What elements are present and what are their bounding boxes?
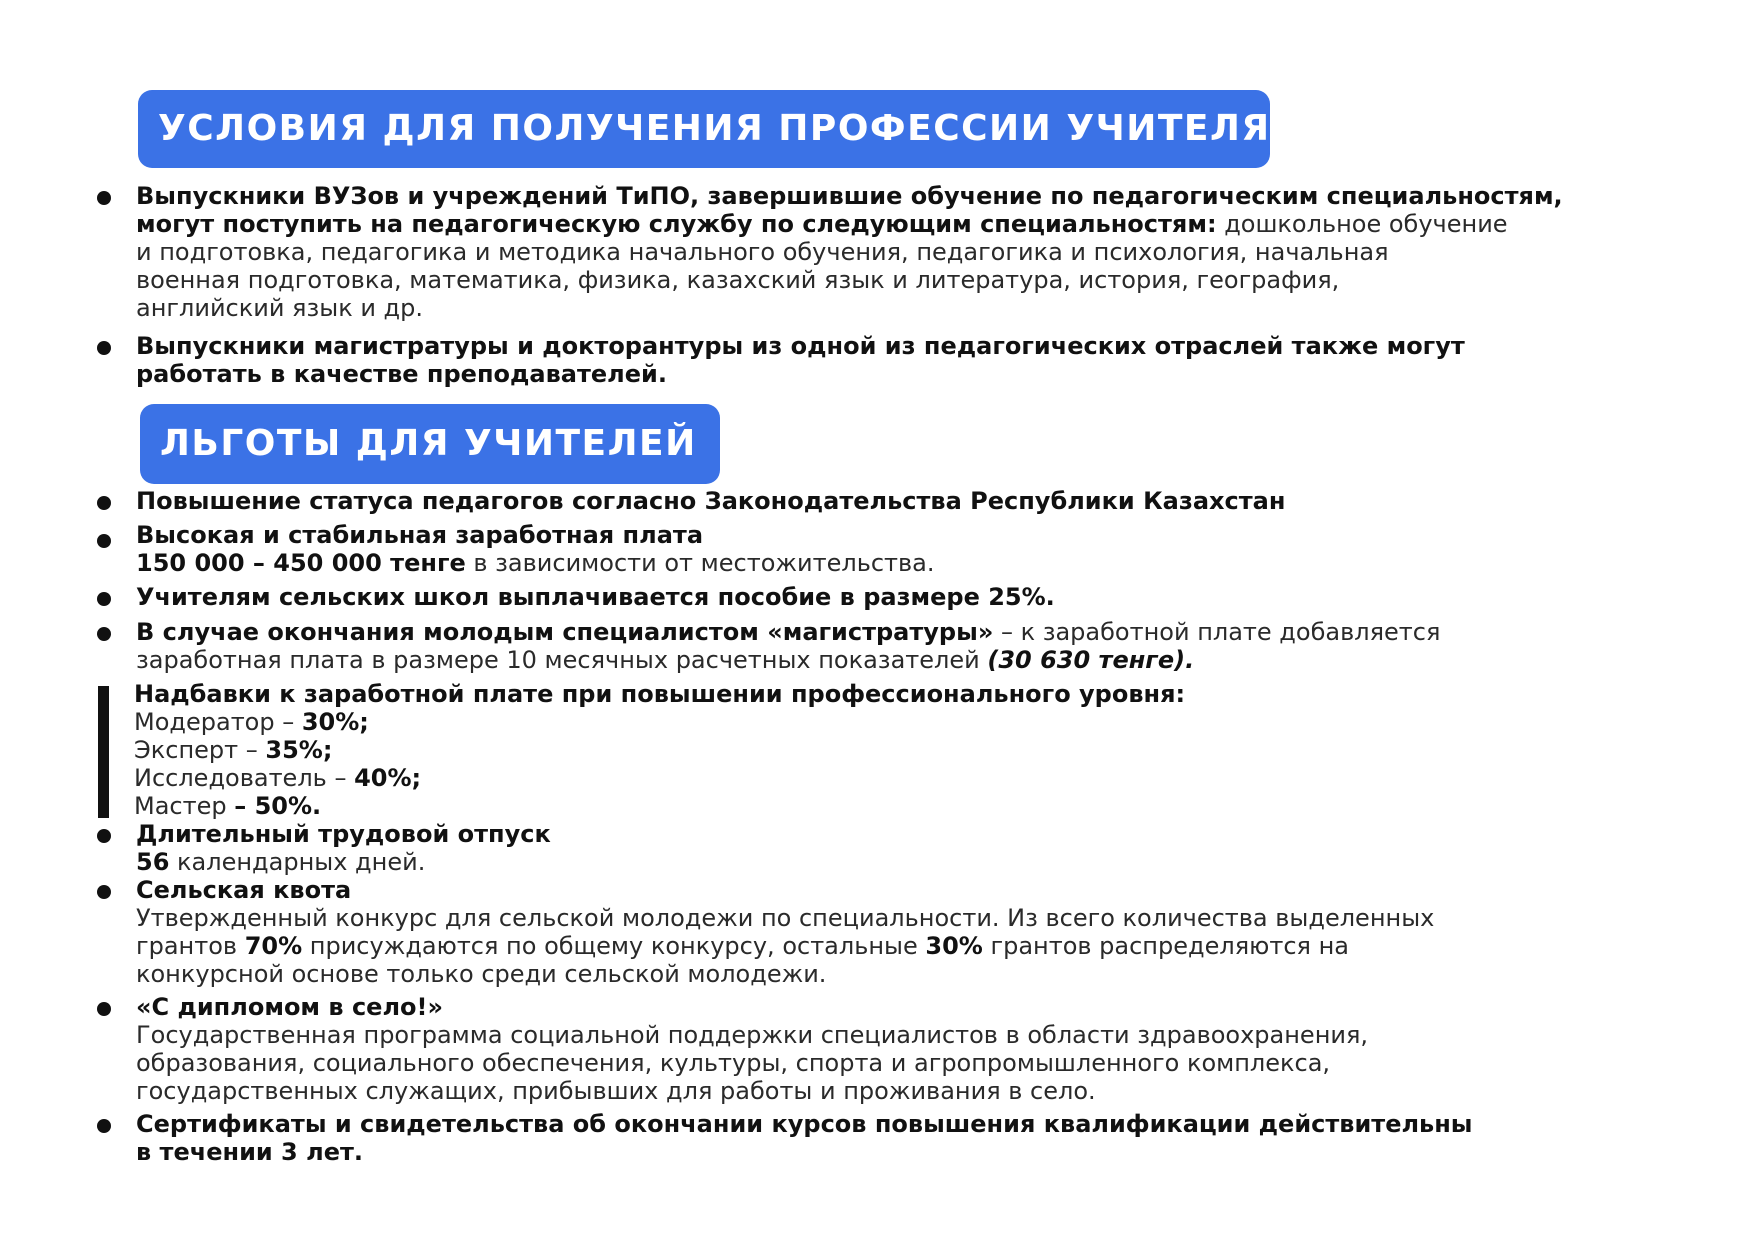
item-text: Учителям сельских школ выплачивается пособие в размере 25%. bbox=[136, 583, 1055, 611]
list-item-salary bbox=[136, 521, 1656, 577]
item-text: государственных служащих, прибывших для работы и проживания в село. bbox=[136, 1077, 1096, 1105]
list-item-rural-quota bbox=[136, 876, 1656, 988]
item-text-bold-italic: (30 630 тенге). bbox=[987, 646, 1195, 674]
item-text: Повышение статуса педагогов согласно Законодательства Республики Казахстан bbox=[136, 487, 1286, 515]
item-text: Сельская квота bbox=[136, 876, 352, 904]
bonus-level-name: Мастер bbox=[134, 792, 235, 820]
vertical-bar-marker bbox=[98, 686, 109, 818]
item-text: Длительный трудовой отпуск bbox=[136, 820, 551, 848]
bullet-icon bbox=[97, 1002, 111, 1016]
item-text-regular: календарных дней. bbox=[169, 848, 426, 876]
bullet-icon bbox=[97, 191, 111, 205]
item-text: Государственная программа социальной поддержки специалистов в области здравоохранения, bbox=[136, 1021, 1369, 1049]
list-item-status bbox=[136, 487, 1656, 515]
item-text-regular: дошкольное обучение bbox=[1216, 210, 1508, 238]
section-title-banner-benefits bbox=[140, 404, 720, 484]
item-text: конкурсной основе только среди сельской молодежи. bbox=[136, 960, 827, 988]
bullet-icon bbox=[97, 885, 111, 899]
list-item-graduates bbox=[136, 182, 1656, 322]
item-text-bold: могут поступить на педагогическую службу по следующим специальностям: bbox=[136, 210, 1217, 238]
item-text: военная подготовка, математика, физика, казахский язык и литература, история, география, bbox=[136, 266, 1340, 294]
item-text-regular: присуждаются по общему конкурсу, остальные bbox=[302, 932, 926, 960]
list-item-masters-doctorate bbox=[136, 332, 1656, 388]
bonus-level bbox=[134, 764, 1654, 792]
item-text: Сертификаты и свидетельства об окончании курсов повышения квалификации действительны bbox=[136, 1110, 1473, 1138]
item-text: английский язык и др. bbox=[136, 294, 424, 322]
list-item-certificates bbox=[136, 1110, 1656, 1166]
item-text: Утвержденный конкурс для сельской молодежи по специальности. Из всего количества выделенных bbox=[136, 904, 1435, 932]
bonus-level-value: 30%; bbox=[301, 708, 369, 736]
item-text: Выпускники магистратуры и докторантуры из одной из педагогических отраслей также могут bbox=[136, 332, 1465, 360]
bonus-level bbox=[134, 708, 1654, 736]
bonus-level-value: – 50%. bbox=[234, 792, 322, 820]
bonus-level-name: Модератор – bbox=[134, 708, 302, 736]
bullet-icon bbox=[97, 496, 111, 510]
salary-amount: 150 000 – 450 000 тенге bbox=[136, 549, 466, 577]
quota-percent: 70% bbox=[244, 932, 303, 960]
bullet-icon bbox=[97, 1119, 111, 1133]
item-text: Надбавки к заработной плате при повышении профессионального уровня: bbox=[134, 680, 1186, 708]
bonus-level-name: Эксперт – bbox=[134, 736, 266, 764]
item-text: работать в качестве преподавателей. bbox=[136, 360, 667, 388]
item-text-regular: грантов распределяются на bbox=[982, 932, 1349, 960]
list-item-diploma-program bbox=[136, 993, 1656, 1105]
section-title-conditions: УСЛОВИЯ ДЛЯ ПОЛУЧЕНИЯ ПРОФЕССИИ УЧИТЕЛЯ bbox=[158, 108, 1271, 149]
list-item-vacation bbox=[136, 820, 1656, 876]
item-text: образования, социального обеспечения, культуры, спорта и агропромышленного комплекса, bbox=[136, 1049, 1331, 1077]
list-item-masters-bonus bbox=[136, 618, 1656, 674]
section-title-banner-conditions bbox=[138, 90, 1270, 168]
bullet-icon bbox=[97, 627, 111, 641]
item-text-regular: грантов bbox=[136, 932, 245, 960]
section-title-benefits: ЛЬГОТЫ ДЛЯ УЧИТЕЛЕЙ bbox=[160, 423, 697, 464]
list-item-bonuses bbox=[134, 680, 1654, 820]
quota-percent: 30% bbox=[925, 932, 983, 960]
item-text-regular: в зависимости от местожительства. bbox=[465, 549, 935, 577]
bonus-level-value: 35%; bbox=[265, 736, 333, 764]
bullet-icon bbox=[97, 592, 111, 606]
item-text: Высокая и стабильная заработная плата bbox=[136, 521, 704, 549]
bullet-icon bbox=[97, 341, 111, 355]
bonus-level-value: 40%; bbox=[354, 764, 422, 792]
item-text-regular: заработная плата в размере 10 месячных расчетных показателей bbox=[136, 646, 988, 674]
vacation-days: 56 bbox=[136, 848, 170, 876]
item-text: «С дипломом в село!» bbox=[136, 993, 443, 1021]
item-text-bold: В случае окончания молодым специалистом «магистратуры» bbox=[136, 618, 994, 646]
item-text-regular: – к заработной плате добавляется bbox=[993, 618, 1441, 646]
bonus-level bbox=[134, 736, 1654, 764]
bonus-level-name: Исследователь – bbox=[134, 764, 355, 792]
item-text: Выпускники ВУЗов и учреждений ТиПО, завершившие обучение по педагогическим специальностям, bbox=[136, 182, 1563, 210]
list-item-rural-allowance bbox=[136, 583, 1656, 611]
bullet-icon bbox=[97, 534, 111, 548]
bonus-level bbox=[134, 792, 1654, 820]
item-text: в течении 3 лет. bbox=[136, 1138, 363, 1166]
item-text: и подготовка, педагогика и методика начального обучения, педагогика и психология, начальная bbox=[136, 238, 1389, 266]
bullet-icon bbox=[97, 829, 111, 843]
